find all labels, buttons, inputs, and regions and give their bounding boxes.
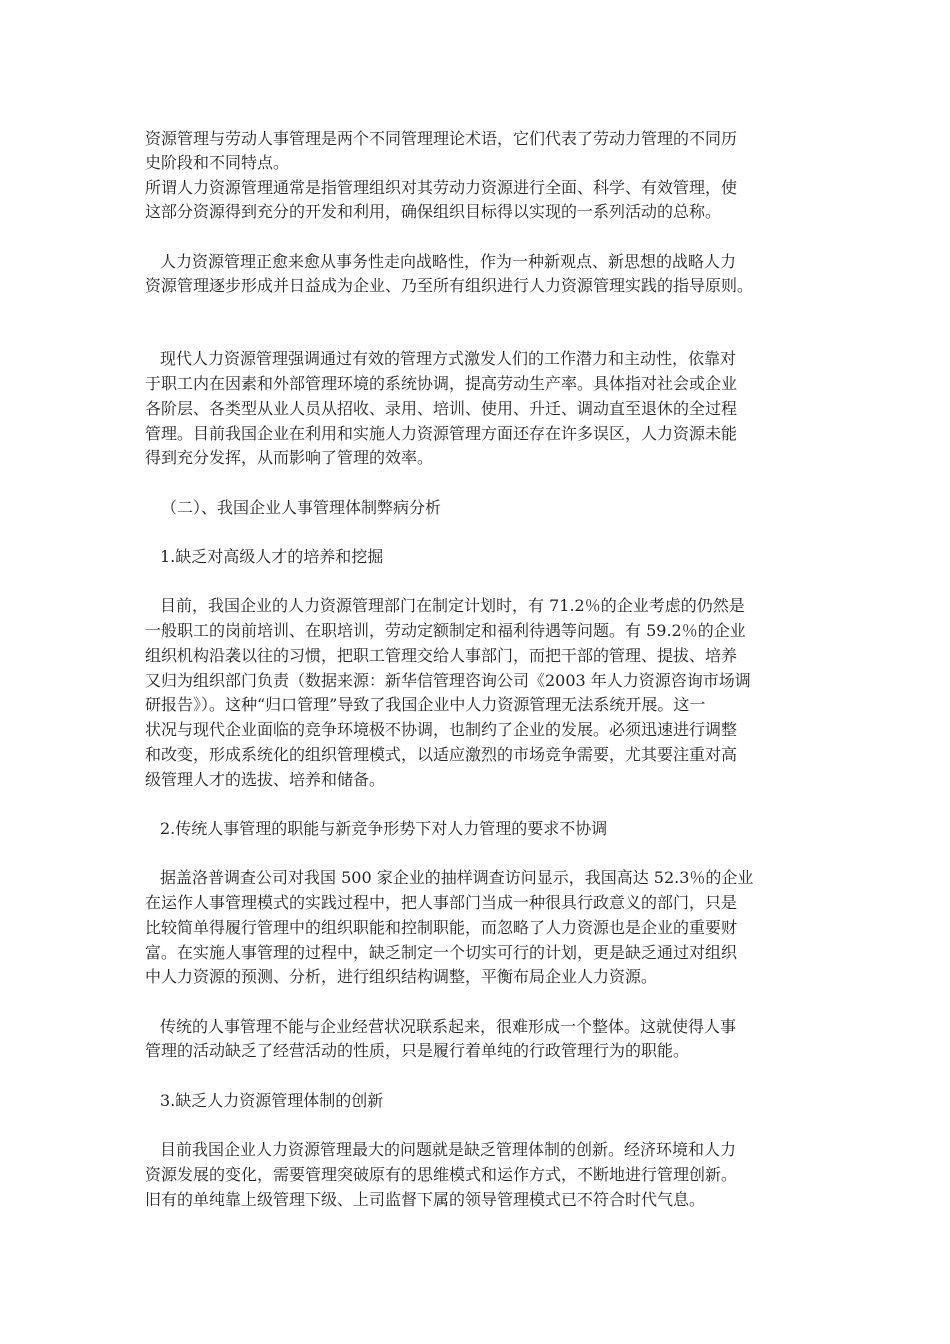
paragraph-line: 研报告》）。这种“归口管理”导致了我国企业中人力资源管理无法系统开展。这一	[145, 695, 706, 714]
paragraph-line: 所谓人力资源管理通常是指管理组织对其劳动力资源进行全面、科学、有效管理，使	[145, 178, 738, 197]
subheading: 2.传统人事管理的职能与新竞争形势下对人力管理的要求不协调	[160, 819, 608, 838]
paragraph-line: 中人力资源的预测、分析，进行组织结构调整，平衡布局企业人力资源。	[145, 967, 658, 986]
paragraph-line: 现代人力资源管理强调通过有效的管理方式激发人们的工作潜力和主动性，依靠对	[160, 349, 737, 368]
paragraph-line: 于职工内在因素和外部管理环境的系统协调，提高劳动生产率。具体指对社会或企业	[145, 374, 738, 393]
paragraph-line: 比较简单得履行管理中的组织职能和控制职能，而忽略了人力资源也是企业的重要财	[145, 918, 738, 937]
paragraph-line: 富。在实施人事管理的过程中，缺乏制定一个切实可行的计划，更是缺乏通过对组织	[145, 943, 738, 962]
section-heading: （二）、我国企业人事管理体制弊病分析	[161, 498, 442, 517]
paragraph-line: 组织机构沿袭以往的习惯，把职工管理交给人事部门，而把干部的管理、提拔、培养	[145, 646, 738, 665]
paragraph-line: 又归为组织部门负责（数据来源：新华信管理咨询公司《2003 年人力资源咨询市场调	[145, 671, 751, 690]
paragraph-line: 一般职工的岗前培训、在职培训，劳动定额制定和福利待遇等问题。有 59.2％的企业	[145, 621, 746, 640]
subheading: 1.缺乏对高级人才的培养和挖掘	[160, 547, 384, 566]
paragraph-line: 级管理人才的选拔、培养和储备。	[145, 770, 386, 789]
paragraph-line: 管理。目前我国企业在利用和实施人力资源管理方面还存在许多误区，人力资源未能	[145, 424, 738, 443]
paragraph-line: 旧有的单纯靠上级管理下级、上司监督下属的领导管理模式已不符合时代气息。	[145, 1190, 706, 1209]
paragraph-line: 各阶层、各类型从业人员从招收、录用、培训、使用、升迁、调动直至退休的全过程	[145, 399, 738, 418]
paragraph-line: 资源管理逐步形成并日益成为企业、乃至所有组织进行人力资源管理实践的指导原则。	[145, 276, 754, 295]
paragraph-line: 资源管理与劳动人事管理是两个不同管理理论术语，它们代表了劳动力管理的不同历	[145, 129, 738, 148]
paragraph-line: 这部分资源得到充分的开发和利用，确保组织目标得以实现的一系列活动的总称。	[145, 202, 722, 221]
paragraph-line: 据盖洛普调查公司对我国 500 家企业的抽样调查访问显示，我国高达 52.3％的企业	[160, 868, 754, 887]
paragraph-line: 资源发展的变化，需要管理突破原有的思维模式和运作方式，不断地进行管理创新。	[145, 1165, 738, 1184]
paragraph-line: 得到充分发挥，从而影响了管理的效率。	[145, 448, 434, 467]
paragraph-line: 状况与现代企业面临的竞争环境极不协调，也制约了企业的发展。必须迅速进行调整	[145, 720, 738, 739]
paragraph-line: 目前我国企业人力资源管理最大的问题就是缺乏管理体制的创新。经济环境和人力	[160, 1140, 737, 1159]
paragraph-line: 在运作人事管理模式的实践过程中，把人事部门当成一种很具行政意义的部门，只是	[145, 893, 738, 912]
paragraph-line: 目前，我国企业的人力资源管理部门在制定计划时，有 71.2％的企业考虑的仍然是	[160, 596, 745, 615]
paragraph-line: 传统的人事管理不能与企业经营状况联系起来，很难形成一个整体。这就使得人事	[160, 1017, 737, 1036]
paragraph-line: 史阶段和不同特点。	[145, 153, 290, 172]
paragraph-line: 和改变，形成系统化的组织管理模式，以适应激烈的市场竞争需要，尤其要注重对高	[145, 745, 738, 764]
subheading: 3.缺乏人力资源管理体制的创新	[160, 1091, 384, 1110]
paragraph-line: 人力资源管理正愈来愈从事务性走向战略性，作为一种新观点、新思想的战略人力	[160, 252, 737, 271]
paragraph-line: 管理的活动缺乏了经营活动的性质，只是履行着单纯的行政管理行为的职能。	[145, 1041, 690, 1060]
